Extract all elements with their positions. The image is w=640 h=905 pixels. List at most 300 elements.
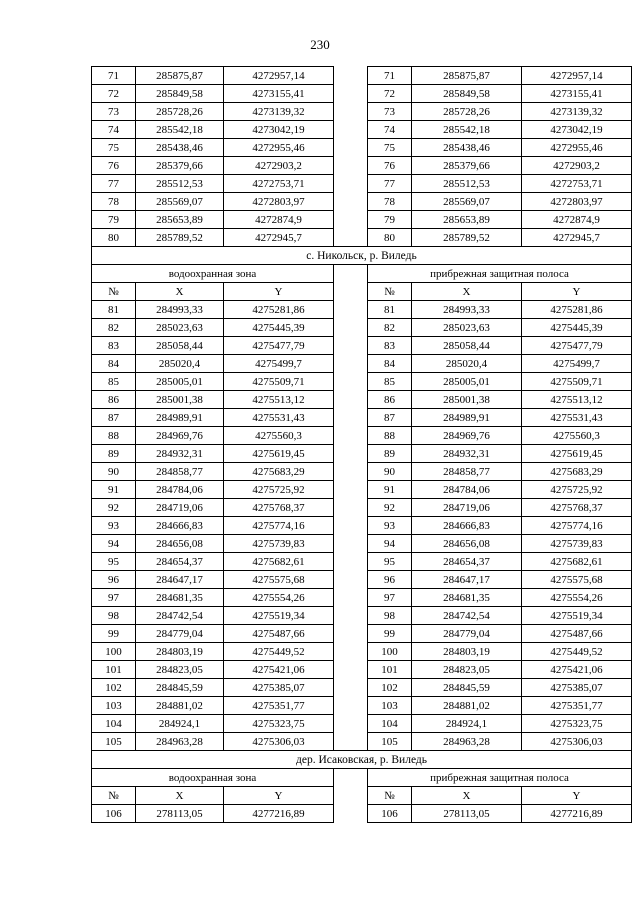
y-coordinate: 4273139,32 [224,103,334,121]
point-number: 83 [368,337,412,355]
y-coordinate: 4275499,7 [522,355,632,373]
table-row [92,679,632,697]
column-gap [334,625,368,643]
x-coordinate: 284742,54 [136,607,224,625]
point-number: 100 [368,643,412,661]
x-coordinate: 285653,89 [412,211,522,229]
y-coordinate: 4275774,16 [224,517,334,535]
x-coordinate: 285569,07 [136,193,224,211]
point-number: 83 [92,337,136,355]
column-gap [334,571,368,589]
x-coordinate: 284681,35 [136,589,224,607]
point-number: 102 [92,679,136,697]
y-coordinate: 4275774,16 [522,517,632,535]
table-row [92,355,632,373]
header-y: Y [522,283,632,301]
y-coordinate: 4273155,41 [522,85,632,103]
point-number: 79 [92,211,136,229]
header-x: X [136,787,224,805]
y-coordinate: 4275560,3 [522,427,632,445]
x-coordinate: 285728,26 [412,103,522,121]
table-row [92,67,632,85]
y-coordinate: 4273155,41 [224,85,334,103]
x-coordinate: 285653,89 [136,211,224,229]
x-coordinate: 284803,19 [136,643,224,661]
x-coordinate: 284969,76 [136,427,224,445]
point-number: 87 [92,409,136,427]
y-coordinate: 4272945,7 [522,229,632,247]
x-coordinate: 284823,05 [136,661,224,679]
y-coordinate: 4272957,14 [224,67,334,85]
table-row [92,715,632,733]
table-row [92,409,632,427]
zone-title-row [92,769,632,787]
table-row [92,643,632,661]
column-gap [334,517,368,535]
x-coordinate: 285023,63 [136,319,224,337]
table-row [92,607,632,625]
table-row [92,193,632,211]
x-coordinate: 284845,59 [412,679,522,697]
y-coordinate: 4275682,61 [522,553,632,571]
y-coordinate: 4273042,19 [522,121,632,139]
x-coordinate: 284969,76 [412,427,522,445]
column-gap [334,427,368,445]
y-coordinate: 4275575,68 [522,571,632,589]
y-coordinate: 4275421,06 [224,661,334,679]
table-row [92,805,632,823]
column-gap [334,301,368,319]
x-coordinate: 285849,58 [136,85,224,103]
column-gap [334,445,368,463]
table-row [92,319,632,337]
table-row [92,139,632,157]
x-coordinate: 285728,26 [136,103,224,121]
y-coordinate: 4275575,68 [224,571,334,589]
point-number: 78 [92,193,136,211]
y-coordinate: 4275531,43 [224,409,334,427]
y-coordinate: 4275281,86 [522,301,632,319]
point-number: 82 [92,319,136,337]
column-gap [334,121,368,139]
table-row [92,481,632,499]
table-row [92,535,632,553]
x-coordinate: 285438,46 [136,139,224,157]
y-coordinate: 4275445,39 [224,319,334,337]
x-coordinate: 285379,66 [136,157,224,175]
table-row [92,301,632,319]
point-number: 71 [368,67,412,85]
header-number: № [92,787,136,805]
point-number: 84 [92,355,136,373]
section-title-row [92,247,632,265]
x-coordinate: 284989,91 [412,409,522,427]
column-header-row [92,283,632,301]
column-gap [334,229,368,247]
x-coordinate: 285875,87 [412,67,522,85]
point-number: 81 [92,301,136,319]
y-coordinate: 4275509,71 [224,373,334,391]
page-number: 230 [310,37,330,52]
y-coordinate: 4275619,45 [224,445,334,463]
column-gap [334,319,368,337]
column-gap [334,283,368,301]
x-coordinate: 284647,17 [136,571,224,589]
table-row [92,697,632,715]
header-x: X [136,283,224,301]
column-gap [334,715,368,733]
point-number: 72 [92,85,136,103]
point-number: 93 [92,517,136,535]
column-gap [334,607,368,625]
table-row [92,391,632,409]
point-number: 98 [368,607,412,625]
column-gap [334,589,368,607]
y-coordinate: 4275281,86 [224,301,334,319]
point-number: 82 [368,319,412,337]
point-number: 89 [92,445,136,463]
x-coordinate: 285379,66 [412,157,522,175]
point-number: 94 [368,535,412,553]
point-number: 102 [368,679,412,697]
point-number: 101 [92,661,136,679]
y-coordinate: 4275739,83 [522,535,632,553]
right-zone-title: прибрежная защитная полоса [368,265,632,283]
point-number: 92 [92,499,136,517]
table-row [92,85,632,103]
header-number: № [92,283,136,301]
x-coordinate: 278113,05 [136,805,224,823]
header-y: Y [224,283,334,301]
column-gap [334,103,368,121]
column-gap [334,157,368,175]
y-coordinate: 4275306,03 [522,733,632,751]
column-gap [334,463,368,481]
table-row [92,571,632,589]
x-coordinate: 284881,02 [412,697,522,715]
y-coordinate: 4275554,26 [522,589,632,607]
point-number: 98 [92,607,136,625]
point-number: 89 [368,445,412,463]
table-row [92,517,632,535]
point-number: 97 [368,589,412,607]
point-number: 92 [368,499,412,517]
y-coordinate: 4275445,39 [522,319,632,337]
x-coordinate: 285512,53 [136,175,224,193]
y-coordinate: 4275351,77 [522,697,632,715]
column-gap [334,175,368,193]
column-gap [334,85,368,103]
point-number: 77 [92,175,136,193]
table-row [92,661,632,679]
header-x: X [412,283,522,301]
point-number: 93 [368,517,412,535]
table-row [92,427,632,445]
y-coordinate: 4275323,75 [522,715,632,733]
x-coordinate: 284963,28 [412,733,522,751]
x-coordinate: 285512,53 [412,175,522,193]
section-title: с. Никольск, р. Виледь [92,247,632,265]
x-coordinate: 285542,18 [412,121,522,139]
column-gap [334,787,368,805]
point-number: 106 [368,805,412,823]
point-number: 79 [368,211,412,229]
header-x: X [412,787,522,805]
column-gap [334,355,368,373]
x-coordinate: 285001,38 [136,391,224,409]
y-coordinate: 4277216,89 [224,805,334,823]
x-coordinate: 285875,87 [136,67,224,85]
y-coordinate: 4275739,83 [224,535,334,553]
column-gap [334,193,368,211]
x-coordinate: 284963,28 [136,733,224,751]
y-coordinate: 4275519,34 [522,607,632,625]
section-title: дер. Исаковская, р. Виледь [92,751,632,769]
table-row [92,211,632,229]
y-coordinate: 4275513,12 [224,391,334,409]
point-number: 80 [368,229,412,247]
y-coordinate: 4272753,71 [522,175,632,193]
table-row [92,229,632,247]
table-row [92,373,632,391]
point-number: 103 [92,697,136,715]
x-coordinate: 285849,58 [412,85,522,103]
y-coordinate: 4275560,3 [224,427,334,445]
column-gap [334,139,368,157]
y-coordinate: 4275323,75 [224,715,334,733]
x-coordinate: 284932,31 [412,445,522,463]
column-gap [334,337,368,355]
point-number: 76 [368,157,412,175]
column-gap [334,391,368,409]
coordinates-table [91,66,632,823]
point-number: 99 [92,625,136,643]
column-gap [334,499,368,517]
y-coordinate: 4272803,97 [522,193,632,211]
column-gap [334,733,368,751]
point-number: 105 [368,733,412,751]
x-coordinate: 284924,1 [412,715,522,733]
header-y: Y [224,787,334,805]
x-coordinate: 284823,05 [412,661,522,679]
y-coordinate: 4275421,06 [522,661,632,679]
x-coordinate: 284742,54 [412,607,522,625]
point-number: 85 [368,373,412,391]
point-number: 103 [368,697,412,715]
point-number: 81 [368,301,412,319]
y-coordinate: 4275385,07 [522,679,632,697]
x-coordinate: 284993,33 [136,301,224,319]
point-number: 74 [368,121,412,139]
point-number: 88 [368,427,412,445]
table-row [92,337,632,355]
column-gap [334,805,368,823]
x-coordinate: 285058,44 [412,337,522,355]
y-coordinate: 4275519,34 [224,607,334,625]
zone-title-row [92,265,632,283]
point-number: 75 [368,139,412,157]
point-number: 100 [92,643,136,661]
column-gap [334,535,368,553]
y-coordinate: 4275385,07 [224,679,334,697]
y-coordinate: 4275306,03 [224,733,334,751]
y-coordinate: 4275619,45 [522,445,632,463]
table-row [92,103,632,121]
y-coordinate: 4275487,66 [522,625,632,643]
x-coordinate: 284719,06 [412,499,522,517]
x-coordinate: 285005,01 [136,373,224,391]
header-number: № [368,787,412,805]
x-coordinate: 284881,02 [136,697,224,715]
point-number: 73 [368,103,412,121]
header-y: Y [522,787,632,805]
y-coordinate: 4273042,19 [224,121,334,139]
point-number: 73 [92,103,136,121]
x-coordinate: 285542,18 [136,121,224,139]
y-coordinate: 4272955,46 [522,139,632,157]
x-coordinate: 284719,06 [136,499,224,517]
x-coordinate: 285005,01 [412,373,522,391]
point-number: 80 [92,229,136,247]
x-coordinate: 284858,77 [412,463,522,481]
table-row [92,733,632,751]
y-coordinate: 4275477,79 [224,337,334,355]
right-zone-title: прибрежная защитная полоса [368,769,632,787]
y-coordinate: 4275477,79 [522,337,632,355]
y-coordinate: 4272955,46 [224,139,334,157]
x-coordinate: 284666,83 [136,517,224,535]
y-coordinate: 4272903,2 [224,157,334,175]
x-coordinate: 284932,31 [136,445,224,463]
x-coordinate: 284666,83 [412,517,522,535]
table-row [92,175,632,193]
column-gap [334,553,368,571]
y-coordinate: 4275725,92 [522,481,632,499]
y-coordinate: 4275531,43 [522,409,632,427]
x-coordinate: 278113,05 [412,805,522,823]
y-coordinate: 4272803,97 [224,193,334,211]
y-coordinate: 4275499,7 [224,355,334,373]
point-number: 97 [92,589,136,607]
x-coordinate: 285023,63 [412,319,522,337]
x-coordinate: 284656,08 [412,535,522,553]
column-gap [334,769,368,787]
point-number: 99 [368,625,412,643]
column-gap [334,265,368,283]
point-number: 86 [368,391,412,409]
y-coordinate: 4272874,9 [522,211,632,229]
x-coordinate: 285438,46 [412,139,522,157]
point-number: 94 [92,535,136,553]
point-number: 71 [92,67,136,85]
y-coordinate: 4275682,61 [224,553,334,571]
x-coordinate: 284993,33 [412,301,522,319]
left-zone-title: водоохранная зона [92,265,334,283]
point-number: 104 [92,715,136,733]
y-coordinate: 4272753,71 [224,175,334,193]
point-number: 78 [368,193,412,211]
column-gap [334,643,368,661]
x-coordinate: 285789,52 [136,229,224,247]
point-number: 84 [368,355,412,373]
column-header-row [92,787,632,805]
point-number: 75 [92,139,136,157]
column-gap [334,409,368,427]
point-number: 86 [92,391,136,409]
y-coordinate: 4275513,12 [522,391,632,409]
x-coordinate: 284845,59 [136,679,224,697]
point-number: 85 [92,373,136,391]
y-coordinate: 4275683,29 [522,463,632,481]
column-gap [334,697,368,715]
x-coordinate: 284654,37 [412,553,522,571]
column-gap [334,661,368,679]
x-coordinate: 284656,08 [136,535,224,553]
header-number: № [368,283,412,301]
y-coordinate: 4275351,77 [224,697,334,715]
table-row [92,157,632,175]
point-number: 95 [92,553,136,571]
x-coordinate: 285789,52 [412,229,522,247]
x-coordinate: 284989,91 [136,409,224,427]
point-number: 95 [368,553,412,571]
table-row [92,499,632,517]
x-coordinate: 284858,77 [136,463,224,481]
point-number: 77 [368,175,412,193]
point-number: 96 [368,571,412,589]
x-coordinate: 284924,1 [136,715,224,733]
y-coordinate: 4273139,32 [522,103,632,121]
point-number: 104 [368,715,412,733]
x-coordinate: 284784,06 [412,481,522,499]
y-coordinate: 4275683,29 [224,463,334,481]
point-number: 76 [92,157,136,175]
point-number: 105 [92,733,136,751]
y-coordinate: 4275449,52 [522,643,632,661]
x-coordinate: 285001,38 [412,391,522,409]
point-number: 90 [92,463,136,481]
x-coordinate: 285058,44 [136,337,224,355]
y-coordinate: 4275509,71 [522,373,632,391]
y-coordinate: 4277216,89 [522,805,632,823]
point-number: 101 [368,661,412,679]
x-coordinate: 284647,17 [412,571,522,589]
y-coordinate: 4275725,92 [224,481,334,499]
y-coordinate: 4272957,14 [522,67,632,85]
column-gap [334,211,368,229]
x-coordinate: 284779,04 [412,625,522,643]
x-coordinate: 284803,19 [412,643,522,661]
table-row [92,445,632,463]
x-coordinate: 285020,4 [412,355,522,373]
point-number: 91 [92,481,136,499]
point-number: 72 [368,85,412,103]
y-coordinate: 4275768,37 [224,499,334,517]
y-coordinate: 4275768,37 [522,499,632,517]
column-gap [334,67,368,85]
x-coordinate: 284654,37 [136,553,224,571]
point-number: 96 [92,571,136,589]
left-zone-title: водоохранная зона [92,769,334,787]
x-coordinate: 284779,04 [136,625,224,643]
point-number: 88 [92,427,136,445]
y-coordinate: 4275487,66 [224,625,334,643]
point-number: 74 [92,121,136,139]
column-gap [334,481,368,499]
column-gap [334,373,368,391]
point-number: 106 [92,805,136,823]
table-row [92,625,632,643]
